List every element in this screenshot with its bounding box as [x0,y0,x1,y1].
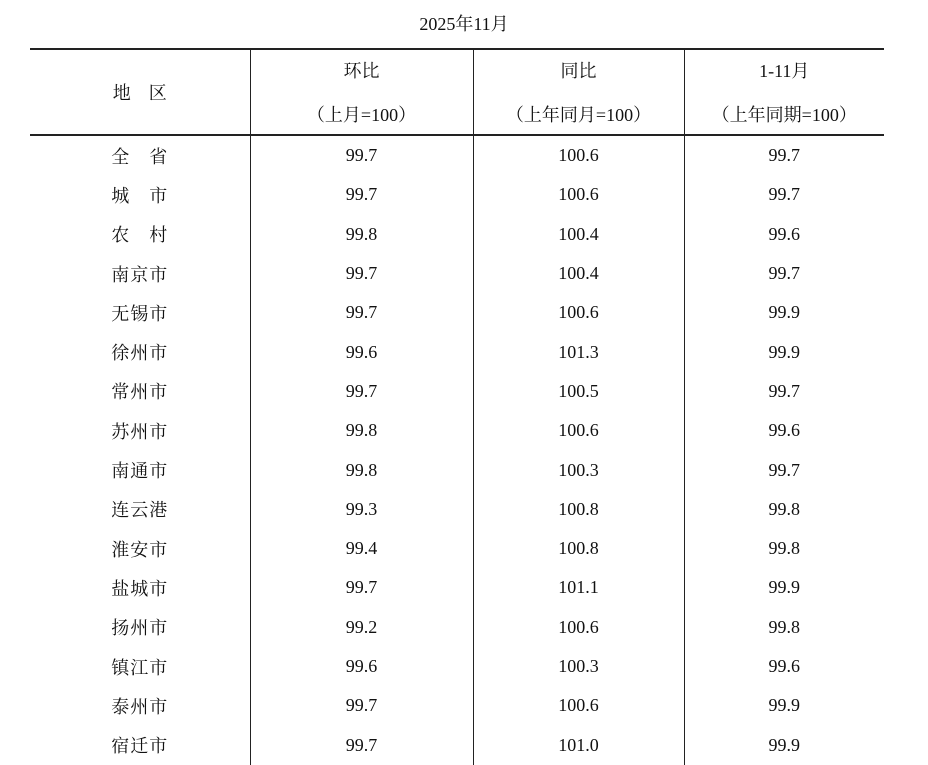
header-row [30,49,884,135]
table-title: 2025年11月 [419,14,509,34]
cell-region: 农 村 [111,225,169,246]
cell-yoy: 100.4 [473,254,684,293]
cell-mom: 99.7 [250,293,473,332]
table-row [30,411,884,450]
cell-ytd: 99.7 [684,254,884,293]
cell-ytd: 99.9 [684,332,884,371]
table-row [30,254,884,293]
cell-yoy: 100.6 [473,175,684,214]
cell-mom: 99.6 [250,332,473,371]
cell-region: 镇江市 [111,657,169,678]
table-row [30,175,884,214]
cell-yoy: 101.1 [473,568,684,607]
cell-yoy: 100.8 [473,490,684,529]
table-row [30,135,884,175]
cell-mom: 99.7 [250,686,473,725]
cell-ytd: 99.7 [684,372,884,411]
cell-yoy: 101.3 [473,332,684,371]
cell-yoy: 100.3 [473,450,684,489]
cell-yoy: 100.6 [473,411,684,450]
header-yoy-base: （上年同月=100） [505,105,652,125]
cell-ytd: 99.9 [684,686,884,725]
cell-mom: 99.4 [250,529,473,568]
cell-mom: 99.8 [250,450,473,489]
cell-ytd: 99.8 [684,608,884,647]
header-mom-label: 环比 [343,61,380,81]
cell-mom: 99.7 [250,725,473,764]
cell-region: 淮安市 [111,539,169,560]
cell-ytd: 99.9 [684,293,884,332]
cell-region: 南通市 [111,461,169,482]
table-row [30,529,884,568]
cell-yoy: 100.4 [473,215,684,254]
cell-ytd: 99.7 [684,135,884,175]
header-yoy-label: 同比 [560,61,597,81]
header-ytd [684,49,884,135]
cell-mom: 99.7 [250,175,473,214]
cell-yoy: 100.8 [473,529,684,568]
cell-ytd: 99.8 [684,529,884,568]
table-row [30,647,884,686]
table-row [30,725,884,764]
cell-mom: 99.8 [250,411,473,450]
cell-mom: 99.7 [250,254,473,293]
cell-region: 南京市 [111,264,169,285]
cell-region: 徐州市 [111,343,169,364]
table-row [30,332,884,371]
cell-ytd: 99.9 [684,725,884,764]
cell-mom: 99.8 [250,215,473,254]
cell-region: 无锡市 [111,303,169,324]
cell-ytd: 99.6 [684,647,884,686]
cell-yoy: 100.6 [473,293,684,332]
table-row [30,372,884,411]
header-ytd-label: 1-11月 [759,61,810,81]
header-region-label: 地 区 [112,83,167,103]
cell-yoy: 100.5 [473,372,684,411]
cell-region: 连云港 [111,500,169,521]
table-row [30,215,884,254]
cell-ytd: 99.6 [684,215,884,254]
cell-region: 盐城市 [111,578,169,599]
cell-ytd: 99.8 [684,490,884,529]
cell-yoy: 100.3 [473,647,684,686]
table-row [30,490,884,529]
cell-yoy: 101.0 [473,725,684,764]
cell-ytd: 99.7 [684,175,884,214]
cell-mom: 99.7 [250,135,473,175]
cell-ytd: 99.6 [684,411,884,450]
header-yoy [473,49,684,135]
price-index-table [30,48,884,765]
header-mom [250,49,473,135]
header-ytd-base: （上年同期=100） [711,105,857,125]
header-region [30,49,250,135]
cell-region: 常州市 [111,382,169,403]
header-mom-base: （上月=100） [306,105,417,125]
table-row [30,450,884,489]
cell-mom: 99.7 [250,568,473,607]
cell-region: 宿迁市 [111,736,169,757]
cell-region: 扬州市 [111,618,169,639]
cell-mom: 99.7 [250,372,473,411]
cell-yoy: 100.6 [473,686,684,725]
cell-ytd: 99.9 [684,568,884,607]
cell-yoy: 100.6 [473,608,684,647]
cell-mom: 99.3 [250,490,473,529]
cell-mom: 99.6 [250,647,473,686]
cell-yoy: 100.6 [473,135,684,175]
cell-mom: 99.2 [250,608,473,647]
table-row [30,293,884,332]
cell-region: 泰州市 [111,696,169,717]
table-row [30,568,884,607]
cell-ytd: 99.7 [684,450,884,489]
table-row [30,608,884,647]
table-row [30,686,884,725]
cell-region: 苏州市 [111,421,169,442]
cell-region: 城 市 [111,185,169,206]
cell-region: 全 省 [111,146,169,167]
